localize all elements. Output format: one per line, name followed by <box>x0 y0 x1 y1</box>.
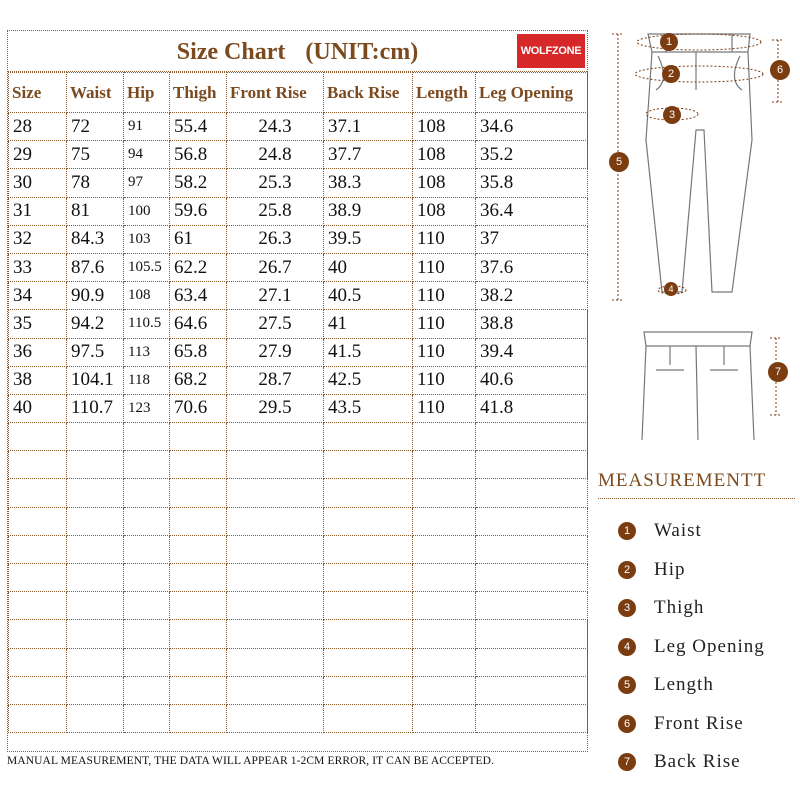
table-cell: 40.5 <box>324 282 413 310</box>
table-cell: 24.8 <box>227 141 324 169</box>
marker-front-rise: 6 <box>770 60 790 80</box>
legend-item <box>618 705 765 744</box>
table-cell: 78 <box>67 169 124 197</box>
empty-cell <box>9 620 67 648</box>
empty-cell <box>170 423 227 451</box>
empty-table-row <box>9 704 588 732</box>
empty-cell <box>67 535 124 563</box>
empty-cell <box>9 535 67 563</box>
empty-table-row <box>9 507 588 535</box>
marker-length: 5 <box>609 152 629 172</box>
table-cell: 35.2 <box>476 141 588 169</box>
empty-cell <box>476 564 588 592</box>
empty-cell <box>9 704 67 732</box>
table-cell: 29.5 <box>227 394 324 422</box>
empty-cell <box>413 704 476 732</box>
empty-table-row <box>9 620 588 648</box>
empty-cell <box>9 592 67 620</box>
table-cell: 35.8 <box>476 169 588 197</box>
table-row <box>9 282 588 310</box>
empty-cell <box>170 704 227 732</box>
column-header: Thigh <box>170 73 227 113</box>
legend-number-badge: 3 <box>618 599 636 617</box>
empty-cell <box>324 564 413 592</box>
measurement-legend <box>618 512 765 782</box>
table-cell: 38 <box>9 366 67 394</box>
empty-cell <box>124 479 170 507</box>
empty-cell <box>170 676 227 704</box>
legend-label: Thigh <box>654 597 705 619</box>
empty-cell <box>124 620 170 648</box>
marker-hip: 2 <box>662 65 680 83</box>
table-cell: 31 <box>9 197 67 225</box>
table-cell: 62.2 <box>170 253 227 281</box>
empty-cell <box>124 676 170 704</box>
table-body <box>9 113 588 733</box>
marker-leg-opening: 4 <box>664 282 678 296</box>
table-cell: 61 <box>170 225 227 253</box>
table-cell: 108 <box>124 282 170 310</box>
brand-logo: WOLFZONE <box>517 34 585 68</box>
legend-item <box>618 628 765 667</box>
table-cell: 110.5 <box>124 310 170 338</box>
empty-cell <box>413 507 476 535</box>
empty-cell <box>227 704 324 732</box>
empty-table-row <box>9 451 588 479</box>
table-cell: 84.3 <box>67 225 124 253</box>
table-row <box>9 141 588 169</box>
empty-cell <box>124 704 170 732</box>
table-cell: 68.2 <box>170 366 227 394</box>
pants-diagram <box>600 20 795 450</box>
table-cell: 108 <box>413 113 476 141</box>
table-cell: 34 <box>9 282 67 310</box>
marker-back-rise: 7 <box>768 362 788 382</box>
legend-item <box>618 589 765 628</box>
chart-title-unit: (UNIT:cm) <box>305 39 419 65</box>
empty-table-row <box>9 564 588 592</box>
table-cell: 32 <box>9 225 67 253</box>
table-cell: 25.3 <box>227 169 324 197</box>
table-cell: 37.1 <box>324 113 413 141</box>
empty-cell <box>124 451 170 479</box>
empty-cell <box>413 620 476 648</box>
empty-cell <box>67 676 124 704</box>
empty-cell <box>324 479 413 507</box>
table-cell: 110 <box>413 225 476 253</box>
table-row <box>9 225 588 253</box>
empty-cell <box>227 676 324 704</box>
empty-cell <box>413 564 476 592</box>
table-cell: 28.7 <box>227 366 324 394</box>
empty-cell <box>67 592 124 620</box>
legend-number-badge: 1 <box>618 522 636 540</box>
table-cell: 90.9 <box>67 282 124 310</box>
legend-number-badge: 7 <box>618 753 636 771</box>
measurement-divider <box>598 498 795 499</box>
measurement-note: MANUAL MEASUREMENT, THE DATA WILL APPEAR 1-2CM ERROR, IT CAN BE ACCEPTED. <box>7 755 495 767</box>
empty-cell <box>476 451 588 479</box>
empty-cell <box>413 535 476 563</box>
table-cell: 110.7 <box>67 394 124 422</box>
table-cell: 108 <box>413 141 476 169</box>
table-cell: 25.8 <box>227 197 324 225</box>
legend-item <box>618 551 765 590</box>
table-cell: 118 <box>124 366 170 394</box>
table-cell: 40 <box>324 253 413 281</box>
empty-cell <box>170 451 227 479</box>
table-cell: 87.6 <box>67 253 124 281</box>
table-row <box>9 169 588 197</box>
table-cell: 104.1 <box>67 366 124 394</box>
empty-cell <box>227 592 324 620</box>
table-cell: 110 <box>413 366 476 394</box>
empty-cell <box>413 479 476 507</box>
empty-cell <box>324 592 413 620</box>
empty-cell <box>476 507 588 535</box>
table-cell: 94.2 <box>67 310 124 338</box>
table-cell: 38.3 <box>324 169 413 197</box>
table-cell: 123 <box>124 394 170 422</box>
empty-cell <box>170 535 227 563</box>
empty-cell <box>324 507 413 535</box>
empty-cell <box>170 479 227 507</box>
empty-cell <box>476 592 588 620</box>
table-cell: 35 <box>9 310 67 338</box>
table-row <box>9 197 588 225</box>
size-table <box>8 72 588 733</box>
chart-title-main: Size Chart <box>176 39 286 65</box>
table-cell: 30 <box>9 169 67 197</box>
empty-cell <box>9 564 67 592</box>
empty-cell <box>413 451 476 479</box>
empty-cell <box>413 648 476 676</box>
column-header: Leg Opening <box>476 73 588 113</box>
table-cell: 56.8 <box>170 141 227 169</box>
table-cell: 81 <box>67 197 124 225</box>
legend-label: Front Rise <box>654 712 744 734</box>
empty-cell <box>476 620 588 648</box>
empty-cell <box>170 648 227 676</box>
table-cell: 58.2 <box>170 169 227 197</box>
empty-cell <box>124 564 170 592</box>
table-row <box>9 366 588 394</box>
empty-cell <box>67 479 124 507</box>
table-cell: 110 <box>413 282 476 310</box>
table-cell: 38.9 <box>324 197 413 225</box>
empty-cell <box>9 507 67 535</box>
empty-cell <box>67 704 124 732</box>
empty-cell <box>9 451 67 479</box>
table-cell: 26.3 <box>227 225 324 253</box>
empty-cell <box>170 592 227 620</box>
empty-cell <box>9 479 67 507</box>
table-cell: 39.5 <box>324 225 413 253</box>
empty-cell <box>67 648 124 676</box>
table-cell: 42.5 <box>324 366 413 394</box>
empty-cell <box>9 648 67 676</box>
empty-table-row <box>9 648 588 676</box>
table-cell: 91 <box>124 113 170 141</box>
empty-cell <box>124 423 170 451</box>
empty-cell <box>324 676 413 704</box>
table-cell: 103 <box>124 225 170 253</box>
empty-cell <box>324 423 413 451</box>
empty-table-row <box>9 535 588 563</box>
empty-cell <box>324 620 413 648</box>
table-cell: 26.7 <box>227 253 324 281</box>
legend-number-badge: 4 <box>618 638 636 656</box>
column-header: Front Rise <box>227 73 324 113</box>
table-cell: 55.4 <box>170 113 227 141</box>
empty-cell <box>413 592 476 620</box>
pants-front-drawing <box>600 20 795 450</box>
table-cell: 33 <box>9 253 67 281</box>
table-cell: 94 <box>124 141 170 169</box>
table-cell: 43.5 <box>324 394 413 422</box>
marker-waist: 1 <box>660 33 678 51</box>
table-cell: 75 <box>67 141 124 169</box>
table-row <box>9 394 588 422</box>
table-cell: 108 <box>413 169 476 197</box>
empty-table-row <box>9 423 588 451</box>
empty-cell <box>67 451 124 479</box>
empty-cell <box>476 676 588 704</box>
empty-cell <box>124 507 170 535</box>
empty-cell <box>476 648 588 676</box>
table-cell: 64.6 <box>170 310 227 338</box>
legend-number-badge: 2 <box>618 561 636 579</box>
table-cell: 97 <box>124 169 170 197</box>
table-cell: 97.5 <box>67 338 124 366</box>
empty-cell <box>67 423 124 451</box>
empty-cell <box>227 620 324 648</box>
table-cell: 70.6 <box>170 394 227 422</box>
empty-cell <box>67 507 124 535</box>
empty-cell <box>227 535 324 563</box>
empty-cell <box>227 451 324 479</box>
table-cell: 29 <box>9 141 67 169</box>
legend-label: Length <box>654 674 714 696</box>
table-cell: 110 <box>413 310 476 338</box>
table-row <box>9 338 588 366</box>
table-cell: 24.3 <box>227 113 324 141</box>
legend-number-badge: 5 <box>618 676 636 694</box>
table-cell: 105.5 <box>124 253 170 281</box>
empty-cell <box>476 535 588 563</box>
table-cell: 36.4 <box>476 197 588 225</box>
legend-item <box>618 666 765 705</box>
legend-number-badge: 6 <box>618 715 636 733</box>
legend-item <box>618 512 765 551</box>
empty-cell <box>324 535 413 563</box>
empty-cell <box>67 620 124 648</box>
table-cell: 38.8 <box>476 310 588 338</box>
empty-cell <box>9 423 67 451</box>
column-header: Back Rise <box>324 73 413 113</box>
table-cell: 41.8 <box>476 394 588 422</box>
column-header: Length <box>413 73 476 113</box>
legend-item <box>618 743 765 782</box>
table-header-row <box>9 73 588 113</box>
empty-cell <box>413 676 476 704</box>
empty-cell <box>324 704 413 732</box>
empty-cell <box>170 620 227 648</box>
empty-cell <box>227 423 324 451</box>
legend-label: Leg Opening <box>654 635 765 657</box>
table-cell: 40 <box>9 394 67 422</box>
empty-cell <box>227 564 324 592</box>
table-cell: 37.6 <box>476 253 588 281</box>
empty-cell <box>476 423 588 451</box>
size-chart <box>7 30 588 752</box>
table-row <box>9 113 588 141</box>
empty-cell <box>170 507 227 535</box>
table-cell: 72 <box>67 113 124 141</box>
table-cell: 110 <box>413 253 476 281</box>
table-cell: 27.1 <box>227 282 324 310</box>
table-cell: 41 <box>324 310 413 338</box>
empty-cell <box>227 507 324 535</box>
table-cell: 36 <box>9 338 67 366</box>
marker-thigh: 3 <box>663 106 681 124</box>
table-cell: 34.6 <box>476 113 588 141</box>
table-cell: 65.8 <box>170 338 227 366</box>
empty-cell <box>413 423 476 451</box>
table-cell: 63.4 <box>170 282 227 310</box>
table-cell: 40.6 <box>476 366 588 394</box>
empty-cell <box>324 648 413 676</box>
empty-cell <box>124 648 170 676</box>
empty-table-row <box>9 676 588 704</box>
table-cell: 100 <box>124 197 170 225</box>
legend-label: Back Rise <box>654 751 741 773</box>
empty-cell <box>227 479 324 507</box>
measurement-title: MEASUREMENTT <box>598 470 767 491</box>
table-cell: 27.5 <box>227 310 324 338</box>
empty-cell <box>124 592 170 620</box>
table-cell: 37 <box>476 225 588 253</box>
table-cell: 59.6 <box>170 197 227 225</box>
empty-table-row <box>9 592 588 620</box>
empty-cell <box>170 564 227 592</box>
empty-cell <box>124 535 170 563</box>
table-cell: 108 <box>413 197 476 225</box>
legend-label: Hip <box>654 558 686 580</box>
column-header: Size <box>9 73 67 113</box>
table-cell: 41.5 <box>324 338 413 366</box>
empty-cell <box>324 451 413 479</box>
table-cell: 113 <box>124 338 170 366</box>
table-cell: 110 <box>413 338 476 366</box>
empty-table-row <box>9 479 588 507</box>
chart-title <box>8 31 587 72</box>
empty-cell <box>476 479 588 507</box>
table-cell: 39.4 <box>476 338 588 366</box>
legend-label: Waist <box>654 520 702 542</box>
column-header: Hip <box>124 73 170 113</box>
table-row <box>9 253 588 281</box>
table-cell: 28 <box>9 113 67 141</box>
empty-cell <box>227 648 324 676</box>
table-cell: 38.2 <box>476 282 588 310</box>
table-row <box>9 310 588 338</box>
table-cell: 110 <box>413 394 476 422</box>
empty-cell <box>9 676 67 704</box>
table-cell: 37.7 <box>324 141 413 169</box>
empty-cell <box>476 704 588 732</box>
empty-cell <box>67 564 124 592</box>
column-header: Waist <box>67 73 124 113</box>
table-cell: 27.9 <box>227 338 324 366</box>
